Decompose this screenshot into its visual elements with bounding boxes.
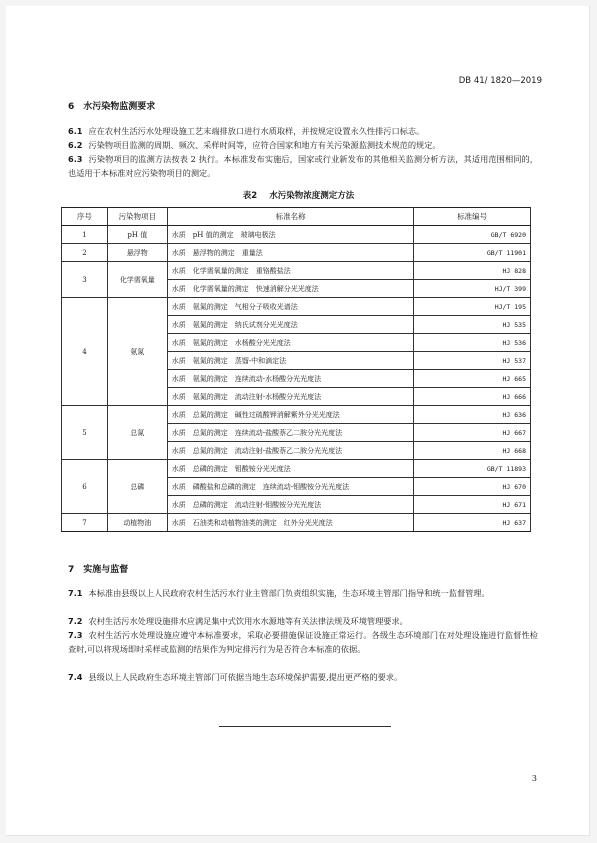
clause-number: 7.1	[68, 588, 83, 598]
clause-number: 7.3	[68, 630, 83, 640]
standard-name: 水质 氨氮的测定 流动注射-水杨酸分光光度法	[167, 388, 414, 406]
row-number: 4	[62, 298, 108, 406]
standard-code-cell: HJ 665	[414, 370, 531, 388]
table-caption-label: 表2	[242, 191, 258, 201]
standard-name: 水质 磷酸盐和总磷的测定 连续流动-钼酸铵分光光度法	[167, 478, 414, 496]
clause-7-3	[68, 628, 538, 656]
page-number: 3	[531, 774, 537, 783]
table-row	[62, 406, 531, 424]
standard-code-cell: GB/T 6920	[414, 226, 531, 244]
standard-name: 水质 氨氮的测定 蒸馏-中和滴定法	[167, 352, 414, 370]
standard-code-cell: HJ 636	[414, 406, 531, 424]
row-number: 1	[62, 226, 108, 244]
standard-name: 水质 氨氮的测定 水杨酸分光光度法	[167, 334, 414, 352]
clause-6-3	[68, 152, 538, 180]
standard-code-cell: HJ/T 399	[414, 280, 531, 298]
pollutant-item: pH 值	[107, 226, 167, 244]
column-header: 标准编号	[414, 208, 531, 226]
standard-code-cell: HJ 670	[414, 478, 531, 496]
standard-name: 水质 石油类和动植物油类的测定 红外分光光度法	[167, 514, 414, 532]
standard-code-cell: HJ 537	[414, 352, 531, 370]
table-caption	[0, 189, 597, 201]
clause-6-2	[68, 138, 538, 152]
standard-code-cell: HJ 667	[414, 424, 531, 442]
standard-name: 水质 化学需氧量的测定 重铬酸盐法	[167, 262, 414, 280]
clause-number: 7.4	[68, 672, 83, 682]
pollutant-item: 悬浮物	[107, 244, 167, 262]
pollutant-item: 总氮	[107, 406, 167, 460]
standard-code-cell: HJ 671	[414, 496, 531, 514]
section-7-title: 7 实施与监督	[68, 565, 129, 575]
standard-name: 水质 总氮的测定 连续流动-盐酸萘乙二胺分光光度法	[167, 424, 414, 442]
standard-code-cell: HJ 668	[414, 442, 531, 460]
clause-text: 县级以上人民政府生态环境主管部门可依据当地生态环境保护需要,提出更严格的要求。	[88, 672, 403, 682]
clause-text: 农村生活污水处理设施排水应满足集中式饮用水水源地等有关法律法规及环境管理要求。	[88, 616, 408, 626]
clause-number: 7.2	[68, 616, 83, 626]
end-of-text-rule	[219, 726, 391, 727]
standard-code: DB 41/ 1820—2019	[458, 76, 542, 86]
clause-text: 农村生活污水处理设施应遵守本标准要求，采取必要措施保证设施正常运行。各级生态环境部门在对处理设施进行监督性检查时,可以将现场即时采样或监测的结果作为判定排污行为是否符合本标准的依据。	[68, 630, 538, 654]
standard-name: 水质 悬浮物的测定 重量法	[167, 244, 414, 262]
standard-name: 水质 氨氮的测定 纳氏试剂分光光度法	[167, 316, 414, 334]
table-row	[62, 460, 531, 478]
clause-7-1	[68, 586, 538, 600]
standard-name: 水质 总氮的测定 碱性过硫酸钾消解紫外分光光度法	[167, 406, 414, 424]
clause-text: 本标准由县级以上人民政府农村生活污水行业主管部门负责组织实施，生态环境主管部门指导和统一监督管理。	[88, 588, 490, 598]
pollutant-item: 动植物油	[107, 514, 167, 532]
clause-7-4	[68, 670, 538, 684]
section-6-title: 6 水污染物监测要求	[68, 102, 156, 112]
standard-name: 水质 总氮的测定 流动注射-盐酸萘乙二胺分光光度法	[167, 442, 414, 460]
test-methods-table	[61, 207, 531, 532]
standard-code-cell: GB/T 11901	[414, 244, 531, 262]
table-header-row	[62, 208, 531, 226]
clause-6-1	[68, 124, 538, 138]
clause-number: 6.3	[68, 154, 83, 164]
standard-code-cell: HJ/T 195	[414, 298, 531, 316]
table-body	[62, 226, 531, 532]
standard-code-cell: HJ 637	[414, 514, 531, 532]
row-number: 3	[62, 262, 108, 298]
standard-name: 水质 氨氮的测定 气相分子吸收光谱法	[167, 298, 414, 316]
row-number: 2	[62, 244, 108, 262]
column-header: 标准名称	[167, 208, 414, 226]
row-number: 5	[62, 406, 108, 460]
clause-7-2	[68, 614, 538, 628]
pollutant-item: 氨氮	[107, 298, 167, 406]
standard-code-cell: GB/T 11893	[414, 460, 531, 478]
table-caption-text: 水污染物浓度测定方法	[269, 191, 355, 201]
clause-number: 6.1	[68, 126, 83, 136]
standard-name: 水质 总磷的测定 钼酸铵分光光度法	[167, 460, 414, 478]
table-row	[62, 244, 531, 262]
standard-code-cell: HJ 828	[414, 262, 531, 280]
standard-code-cell: HJ 535	[414, 316, 531, 334]
standard-code-cell: HJ 536	[414, 334, 531, 352]
column-header: 序号	[62, 208, 108, 226]
column-header: 污染物项目	[107, 208, 167, 226]
row-number: 7	[62, 514, 108, 532]
table-row	[62, 298, 531, 316]
clause-text: 应在农村生活污水处理设施工艺末端排放口进行水质取样，并按规定设置永久性排污口标志。	[88, 126, 425, 136]
table-row	[62, 226, 531, 244]
clause-text: 污染物项目监测的周期、频次、采样时间等，应符合国家和地方有关污染源监测技术规范的规定。	[88, 140, 441, 150]
pollutant-item: 化学需氧量	[107, 262, 167, 298]
standard-name: 水质 总磷的测定 流动注射-钼酸铵分光光度法	[167, 496, 414, 514]
standard-name: 水质 pH 值的测定 玻璃电极法	[167, 226, 414, 244]
standard-name: 水质 氨氮的测定 连续流动-水杨酸分光光度法	[167, 370, 414, 388]
table-row	[62, 514, 531, 532]
pollutant-item: 总磷	[107, 460, 167, 514]
table-row	[62, 262, 531, 280]
row-number: 6	[62, 460, 108, 514]
standard-code-cell: HJ 666	[414, 388, 531, 406]
standard-name: 水质 化学需氧量的测定 快速消解分光光度法	[167, 280, 414, 298]
clause-text: 污染物项目的监测方法按表 2 执行。本标准发布实施后，国家或行业新发布的其他相关监测分析方法，其适用范围相同的，也适用于本标准对应污染物项目的测定。	[68, 154, 538, 178]
clause-number: 6.2	[68, 140, 83, 150]
